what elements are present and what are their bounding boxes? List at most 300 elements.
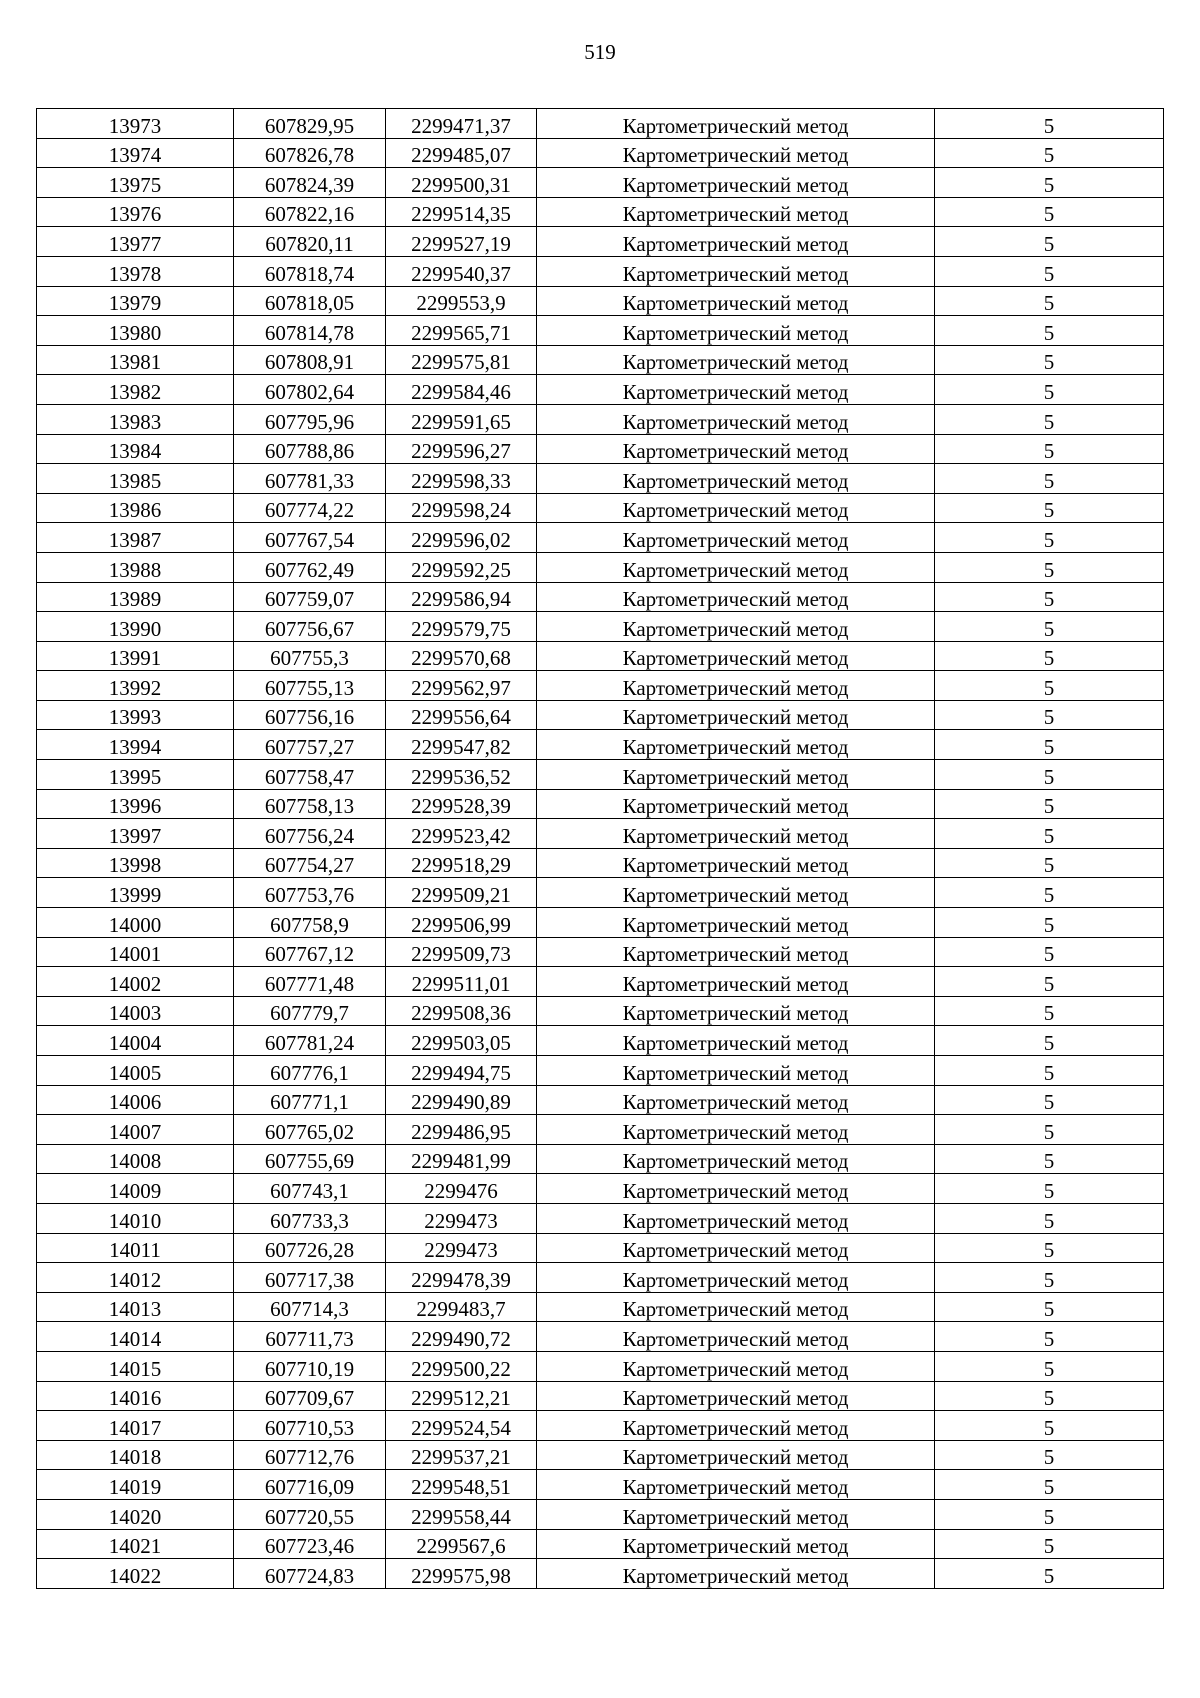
y-coordinate-cell: 2299547,82: [386, 730, 537, 760]
table-row: [37, 552, 1164, 582]
table-row: [37, 819, 1164, 849]
x-coordinate-cell: 607755,69: [234, 1144, 386, 1174]
method-cell: Картометрический метод: [537, 848, 935, 878]
point-number-cell: 14008: [37, 1144, 234, 1174]
x-coordinate-cell: 607820,11: [234, 227, 386, 257]
point-number-cell: 13978: [37, 256, 234, 286]
method-cell: Картометрический метод: [537, 109, 935, 139]
method-cell: Картометрический метод: [537, 1322, 935, 1352]
method-cell: Картометрический метод: [537, 1115, 935, 1145]
point-number-cell: 14013: [37, 1292, 234, 1322]
method-cell: Картометрический метод: [537, 1233, 935, 1263]
x-coordinate-cell: 607756,16: [234, 700, 386, 730]
accuracy-cell: 5: [935, 1115, 1164, 1145]
y-coordinate-cell: 2299536,52: [386, 760, 537, 790]
table-row: [37, 1499, 1164, 1529]
point-number-cell: 13990: [37, 612, 234, 642]
point-number-cell: 13973: [37, 109, 234, 139]
table-row: [37, 464, 1164, 494]
point-number-cell: 13996: [37, 789, 234, 819]
x-coordinate-cell: 607723,46: [234, 1529, 386, 1559]
method-cell: Картометрический метод: [537, 1411, 935, 1441]
table-row: [37, 1292, 1164, 1322]
point-number-cell: 13995: [37, 760, 234, 790]
x-coordinate-cell: 607712,76: [234, 1440, 386, 1470]
y-coordinate-cell: 2299508,36: [386, 996, 537, 1026]
x-coordinate-cell: 607758,47: [234, 760, 386, 790]
accuracy-cell: 5: [935, 404, 1164, 434]
y-coordinate-cell: 2299514,35: [386, 197, 537, 227]
point-number-cell: 14010: [37, 1203, 234, 1233]
table-row: [37, 493, 1164, 523]
table-row: [37, 1026, 1164, 1056]
y-coordinate-cell: 2299503,05: [386, 1026, 537, 1056]
method-cell: Картометрический метод: [537, 552, 935, 582]
y-coordinate-cell: 2299548,51: [386, 1470, 537, 1500]
y-coordinate-cell: 2299598,24: [386, 493, 537, 523]
point-number-cell: 13974: [37, 138, 234, 168]
y-coordinate-cell: 2299509,21: [386, 878, 537, 908]
table-row: [37, 138, 1164, 168]
point-number-cell: 14015: [37, 1351, 234, 1381]
accuracy-cell: 5: [935, 582, 1164, 612]
method-cell: Картометрический метод: [537, 138, 935, 168]
accuracy-cell: 5: [935, 641, 1164, 671]
table-row: [37, 937, 1164, 967]
y-coordinate-cell: 2299556,64: [386, 700, 537, 730]
y-coordinate-cell: 2299537,21: [386, 1440, 537, 1470]
point-number-cell: 13981: [37, 345, 234, 375]
method-cell: Картометрический метод: [537, 1381, 935, 1411]
method-cell: Картометрический метод: [537, 967, 935, 997]
y-coordinate-cell: 2299512,21: [386, 1381, 537, 1411]
method-cell: Картометрический метод: [537, 908, 935, 938]
x-coordinate-cell: 607759,07: [234, 582, 386, 612]
y-coordinate-cell: 2299584,46: [386, 375, 537, 405]
table-row: [37, 967, 1164, 997]
accuracy-cell: 5: [935, 671, 1164, 701]
point-number-cell: 13989: [37, 582, 234, 612]
x-coordinate-cell: 607767,54: [234, 523, 386, 553]
x-coordinate-cell: 607771,1: [234, 1085, 386, 1115]
y-coordinate-cell: 2299481,99: [386, 1144, 537, 1174]
point-number-cell: 13982: [37, 375, 234, 405]
y-coordinate-cell: 2299579,75: [386, 612, 537, 642]
x-coordinate-cell: 607818,74: [234, 256, 386, 286]
point-number-cell: 14012: [37, 1263, 234, 1293]
table-row: [37, 1559, 1164, 1589]
point-number-cell: 14016: [37, 1381, 234, 1411]
page-number: 519: [584, 40, 616, 64]
method-cell: Картометрический метод: [537, 1529, 935, 1559]
accuracy-cell: 5: [935, 138, 1164, 168]
method-cell: Картометрический метод: [537, 671, 935, 701]
method-cell: Картометрический метод: [537, 404, 935, 434]
y-coordinate-cell: 2299490,89: [386, 1085, 537, 1115]
table-row: [37, 316, 1164, 346]
x-coordinate-cell: 607756,67: [234, 612, 386, 642]
accuracy-cell: 5: [935, 375, 1164, 405]
method-cell: Картометрический метод: [537, 700, 935, 730]
x-coordinate-cell: 607754,27: [234, 848, 386, 878]
x-coordinate-cell: 607710,19: [234, 1351, 386, 1381]
accuracy-cell: 5: [935, 1085, 1164, 1115]
point-number-cell: 13992: [37, 671, 234, 701]
accuracy-cell: 5: [935, 1381, 1164, 1411]
table-row: [37, 404, 1164, 434]
x-coordinate-cell: 607818,05: [234, 286, 386, 316]
method-cell: Картометрический метод: [537, 1440, 935, 1470]
method-cell: Картометрический метод: [537, 1263, 935, 1293]
accuracy-cell: 5: [935, 1440, 1164, 1470]
table-row: [37, 848, 1164, 878]
y-coordinate-cell: 2299553,9: [386, 286, 537, 316]
point-number-cell: 13985: [37, 464, 234, 494]
x-coordinate-cell: 607826,78: [234, 138, 386, 168]
method-cell: Картометрический метод: [537, 760, 935, 790]
table-row: [37, 1470, 1164, 1500]
method-cell: Картометрический метод: [537, 464, 935, 494]
table-row: [37, 730, 1164, 760]
point-number-cell: 13999: [37, 878, 234, 908]
table-row: [37, 168, 1164, 198]
table-row: [37, 109, 1164, 139]
accuracy-cell: 5: [935, 345, 1164, 375]
method-cell: Картометрический метод: [537, 345, 935, 375]
method-cell: Картометрический метод: [537, 375, 935, 405]
x-coordinate-cell: 607711,73: [234, 1322, 386, 1352]
y-coordinate-cell: 2299490,72: [386, 1322, 537, 1352]
y-coordinate-cell: 2299592,25: [386, 552, 537, 582]
point-number-cell: 14017: [37, 1411, 234, 1441]
point-number-cell: 13979: [37, 286, 234, 316]
accuracy-cell: 5: [935, 464, 1164, 494]
point-number-cell: 14009: [37, 1174, 234, 1204]
point-number-cell: 14001: [37, 937, 234, 967]
method-cell: Картометрический метод: [537, 1203, 935, 1233]
accuracy-cell: 5: [935, 1263, 1164, 1293]
y-coordinate-cell: 2299473: [386, 1233, 537, 1263]
point-number-cell: 14007: [37, 1115, 234, 1145]
accuracy-cell: 5: [935, 1174, 1164, 1204]
point-number-cell: 13975: [37, 168, 234, 198]
x-coordinate-cell: 607762,49: [234, 552, 386, 582]
accuracy-cell: 5: [935, 1144, 1164, 1174]
x-coordinate-cell: 607743,1: [234, 1174, 386, 1204]
accuracy-cell: 5: [935, 1470, 1164, 1500]
accuracy-cell: 5: [935, 848, 1164, 878]
point-number-cell: 14006: [37, 1085, 234, 1115]
y-coordinate-cell: 2299486,95: [386, 1115, 537, 1145]
accuracy-cell: 5: [935, 434, 1164, 464]
method-cell: Картометрический метод: [537, 227, 935, 257]
point-number-cell: 13983: [37, 404, 234, 434]
table-row: [37, 1085, 1164, 1115]
x-coordinate-cell: 607781,24: [234, 1026, 386, 1056]
method-cell: Картометрический метод: [537, 256, 935, 286]
x-coordinate-cell: 607767,12: [234, 937, 386, 967]
point-number-cell: 14000: [37, 908, 234, 938]
accuracy-cell: 5: [935, 760, 1164, 790]
y-coordinate-cell: 2299500,31: [386, 168, 537, 198]
accuracy-cell: 5: [935, 523, 1164, 553]
table-row: [37, 1351, 1164, 1381]
method-cell: Картометрический метод: [537, 434, 935, 464]
method-cell: Картометрический метод: [537, 1499, 935, 1529]
method-cell: Картометрический метод: [537, 1026, 935, 1056]
accuracy-cell: 5: [935, 789, 1164, 819]
table-row: [37, 878, 1164, 908]
x-coordinate-cell: 607788,86: [234, 434, 386, 464]
accuracy-cell: 5: [935, 1499, 1164, 1529]
point-number-cell: 13997: [37, 819, 234, 849]
table-row: [37, 1529, 1164, 1559]
accuracy-cell: 5: [935, 197, 1164, 227]
accuracy-cell: 5: [935, 1351, 1164, 1381]
table-row: [37, 286, 1164, 316]
x-coordinate-cell: 607755,13: [234, 671, 386, 701]
method-cell: Картометрический метод: [537, 493, 935, 523]
table-row: [37, 1203, 1164, 1233]
x-coordinate-cell: 607756,24: [234, 819, 386, 849]
accuracy-cell: 5: [935, 612, 1164, 642]
accuracy-cell: 5: [935, 1233, 1164, 1263]
method-cell: Картометрический метод: [537, 1351, 935, 1381]
method-cell: Картометрический метод: [537, 730, 935, 760]
y-coordinate-cell: 2299528,39: [386, 789, 537, 819]
y-coordinate-cell: 2299565,71: [386, 316, 537, 346]
x-coordinate-cell: 607808,91: [234, 345, 386, 375]
table-row: [37, 1322, 1164, 1352]
y-coordinate-cell: 2299476: [386, 1174, 537, 1204]
accuracy-cell: 5: [935, 937, 1164, 967]
point-number-cell: 14004: [37, 1026, 234, 1056]
method-cell: Картометрический метод: [537, 1559, 935, 1589]
y-coordinate-cell: 2299527,19: [386, 227, 537, 257]
method-cell: Картометрический метод: [537, 1292, 935, 1322]
method-cell: Картометрический метод: [537, 996, 935, 1026]
y-coordinate-cell: 2299591,65: [386, 404, 537, 434]
method-cell: Картометрический метод: [537, 523, 935, 553]
y-coordinate-cell: 2299485,07: [386, 138, 537, 168]
point-number-cell: 14003: [37, 996, 234, 1026]
accuracy-cell: 5: [935, 168, 1164, 198]
point-number-cell: 13976: [37, 197, 234, 227]
x-coordinate-cell: 607779,7: [234, 996, 386, 1026]
x-coordinate-cell: 607733,3: [234, 1203, 386, 1233]
table-row: [37, 582, 1164, 612]
accuracy-cell: 5: [935, 109, 1164, 139]
y-coordinate-cell: 2299473: [386, 1203, 537, 1233]
accuracy-cell: 5: [935, 1203, 1164, 1233]
table-row: [37, 1440, 1164, 1470]
accuracy-cell: 5: [935, 316, 1164, 346]
accuracy-cell: 5: [935, 1411, 1164, 1441]
point-number-cell: 14021: [37, 1529, 234, 1559]
y-coordinate-cell: 2299524,54: [386, 1411, 537, 1441]
method-cell: Картометрический метод: [537, 582, 935, 612]
method-cell: Картометрический метод: [537, 612, 935, 642]
x-coordinate-cell: 607757,27: [234, 730, 386, 760]
table-row: [37, 375, 1164, 405]
accuracy-cell: 5: [935, 1529, 1164, 1559]
x-coordinate-cell: 607829,95: [234, 109, 386, 139]
point-number-cell: 13993: [37, 700, 234, 730]
accuracy-cell: 5: [935, 1322, 1164, 1352]
x-coordinate-cell: 607822,16: [234, 197, 386, 227]
point-number-cell: 13994: [37, 730, 234, 760]
point-number-cell: 14020: [37, 1499, 234, 1529]
y-coordinate-cell: 2299494,75: [386, 1056, 537, 1086]
x-coordinate-cell: 607795,96: [234, 404, 386, 434]
method-cell: Картометрический метод: [537, 1085, 935, 1115]
x-coordinate-cell: 607758,9: [234, 908, 386, 938]
y-coordinate-cell: 2299483,7: [386, 1292, 537, 1322]
y-coordinate-cell: 2299478,39: [386, 1263, 537, 1293]
y-coordinate-cell: 2299596,02: [386, 523, 537, 553]
table-row: [37, 1263, 1164, 1293]
method-cell: Картометрический метод: [537, 878, 935, 908]
table-row: [37, 700, 1164, 730]
accuracy-cell: 5: [935, 1026, 1164, 1056]
y-coordinate-cell: 2299540,37: [386, 256, 537, 286]
x-coordinate-cell: 607720,55: [234, 1499, 386, 1529]
method-cell: Картометрический метод: [537, 1056, 935, 1086]
table-row: [37, 197, 1164, 227]
x-coordinate-cell: 607716,09: [234, 1470, 386, 1500]
y-coordinate-cell: 2299558,44: [386, 1499, 537, 1529]
point-number-cell: 13987: [37, 523, 234, 553]
point-number-cell: 14019: [37, 1470, 234, 1500]
y-coordinate-cell: 2299511,01: [386, 967, 537, 997]
point-number-cell: 13984: [37, 434, 234, 464]
accuracy-cell: 5: [935, 967, 1164, 997]
table-row: [37, 760, 1164, 790]
accuracy-cell: 5: [935, 552, 1164, 582]
point-number-cell: 13980: [37, 316, 234, 346]
x-coordinate-cell: 607774,22: [234, 493, 386, 523]
y-coordinate-cell: 2299562,97: [386, 671, 537, 701]
x-coordinate-cell: 607709,67: [234, 1381, 386, 1411]
coordinates-table: [36, 108, 1164, 1589]
x-coordinate-cell: 607802,64: [234, 375, 386, 405]
y-coordinate-cell: 2299570,68: [386, 641, 537, 671]
point-number-cell: 13988: [37, 552, 234, 582]
y-coordinate-cell: 2299567,6: [386, 1529, 537, 1559]
x-coordinate-cell: 607717,38: [234, 1263, 386, 1293]
table-row: [37, 345, 1164, 375]
table-row: [37, 789, 1164, 819]
y-coordinate-cell: 2299471,37: [386, 109, 537, 139]
point-number-cell: 14002: [37, 967, 234, 997]
table-row: [37, 641, 1164, 671]
accuracy-cell: 5: [935, 878, 1164, 908]
y-coordinate-cell: 2299596,27: [386, 434, 537, 464]
point-number-cell: 13998: [37, 848, 234, 878]
y-coordinate-cell: 2299509,73: [386, 937, 537, 967]
x-coordinate-cell: 607714,3: [234, 1292, 386, 1322]
table-row: [37, 1233, 1164, 1263]
y-coordinate-cell: 2299598,33: [386, 464, 537, 494]
table-row: [37, 1411, 1164, 1441]
method-cell: Картометрический метод: [537, 168, 935, 198]
accuracy-cell: 5: [935, 1559, 1164, 1589]
accuracy-cell: 5: [935, 819, 1164, 849]
table-row: [37, 434, 1164, 464]
y-coordinate-cell: 2299586,94: [386, 582, 537, 612]
y-coordinate-cell: 2299523,42: [386, 819, 537, 849]
y-coordinate-cell: 2299575,98: [386, 1559, 537, 1589]
method-cell: Картометрический метод: [537, 1144, 935, 1174]
accuracy-cell: 5: [935, 730, 1164, 760]
method-cell: Картометрический метод: [537, 197, 935, 227]
point-number-cell: 14014: [37, 1322, 234, 1352]
point-number-cell: 14018: [37, 1440, 234, 1470]
point-number-cell: 14011: [37, 1233, 234, 1263]
table-row: [37, 1056, 1164, 1086]
x-coordinate-cell: 607710,53: [234, 1411, 386, 1441]
point-number-cell: 13977: [37, 227, 234, 257]
table-row: [37, 1381, 1164, 1411]
x-coordinate-cell: 607814,78: [234, 316, 386, 346]
method-cell: Картометрический метод: [537, 316, 935, 346]
table-row: [37, 227, 1164, 257]
accuracy-cell: 5: [935, 1056, 1164, 1086]
x-coordinate-cell: 607758,13: [234, 789, 386, 819]
table-row: [37, 671, 1164, 701]
coordinates-table-body: [37, 109, 1164, 1589]
method-cell: Картометрический метод: [537, 641, 935, 671]
x-coordinate-cell: 607781,33: [234, 464, 386, 494]
method-cell: Картометрический метод: [537, 819, 935, 849]
x-coordinate-cell: 607755,3: [234, 641, 386, 671]
table-row: [37, 1144, 1164, 1174]
y-coordinate-cell: 2299518,29: [386, 848, 537, 878]
point-number-cell: 14005: [37, 1056, 234, 1086]
point-number-cell: 13991: [37, 641, 234, 671]
table-row: [37, 612, 1164, 642]
accuracy-cell: 5: [935, 996, 1164, 1026]
x-coordinate-cell: 607726,28: [234, 1233, 386, 1263]
point-number-cell: 14022: [37, 1559, 234, 1589]
x-coordinate-cell: 607765,02: [234, 1115, 386, 1145]
x-coordinate-cell: 607824,39: [234, 168, 386, 198]
accuracy-cell: 5: [935, 227, 1164, 257]
accuracy-cell: 5: [935, 1292, 1164, 1322]
method-cell: Картометрический метод: [537, 1174, 935, 1204]
accuracy-cell: 5: [935, 493, 1164, 523]
x-coordinate-cell: 607753,76: [234, 878, 386, 908]
x-coordinate-cell: 607724,83: [234, 1559, 386, 1589]
x-coordinate-cell: 607771,48: [234, 967, 386, 997]
method-cell: Картометрический метод: [537, 937, 935, 967]
accuracy-cell: 5: [935, 286, 1164, 316]
accuracy-cell: 5: [935, 700, 1164, 730]
table-row: [37, 908, 1164, 938]
x-coordinate-cell: 607776,1: [234, 1056, 386, 1086]
table-row: [37, 996, 1164, 1026]
table-row: [37, 1115, 1164, 1145]
method-cell: Картометрический метод: [537, 789, 935, 819]
y-coordinate-cell: 2299575,81: [386, 345, 537, 375]
accuracy-cell: 5: [935, 256, 1164, 286]
y-coordinate-cell: 2299500,22: [386, 1351, 537, 1381]
y-coordinate-cell: 2299506,99: [386, 908, 537, 938]
method-cell: Картометрический метод: [537, 1470, 935, 1500]
accuracy-cell: 5: [935, 908, 1164, 938]
point-number-cell: 13986: [37, 493, 234, 523]
table-row: [37, 523, 1164, 553]
